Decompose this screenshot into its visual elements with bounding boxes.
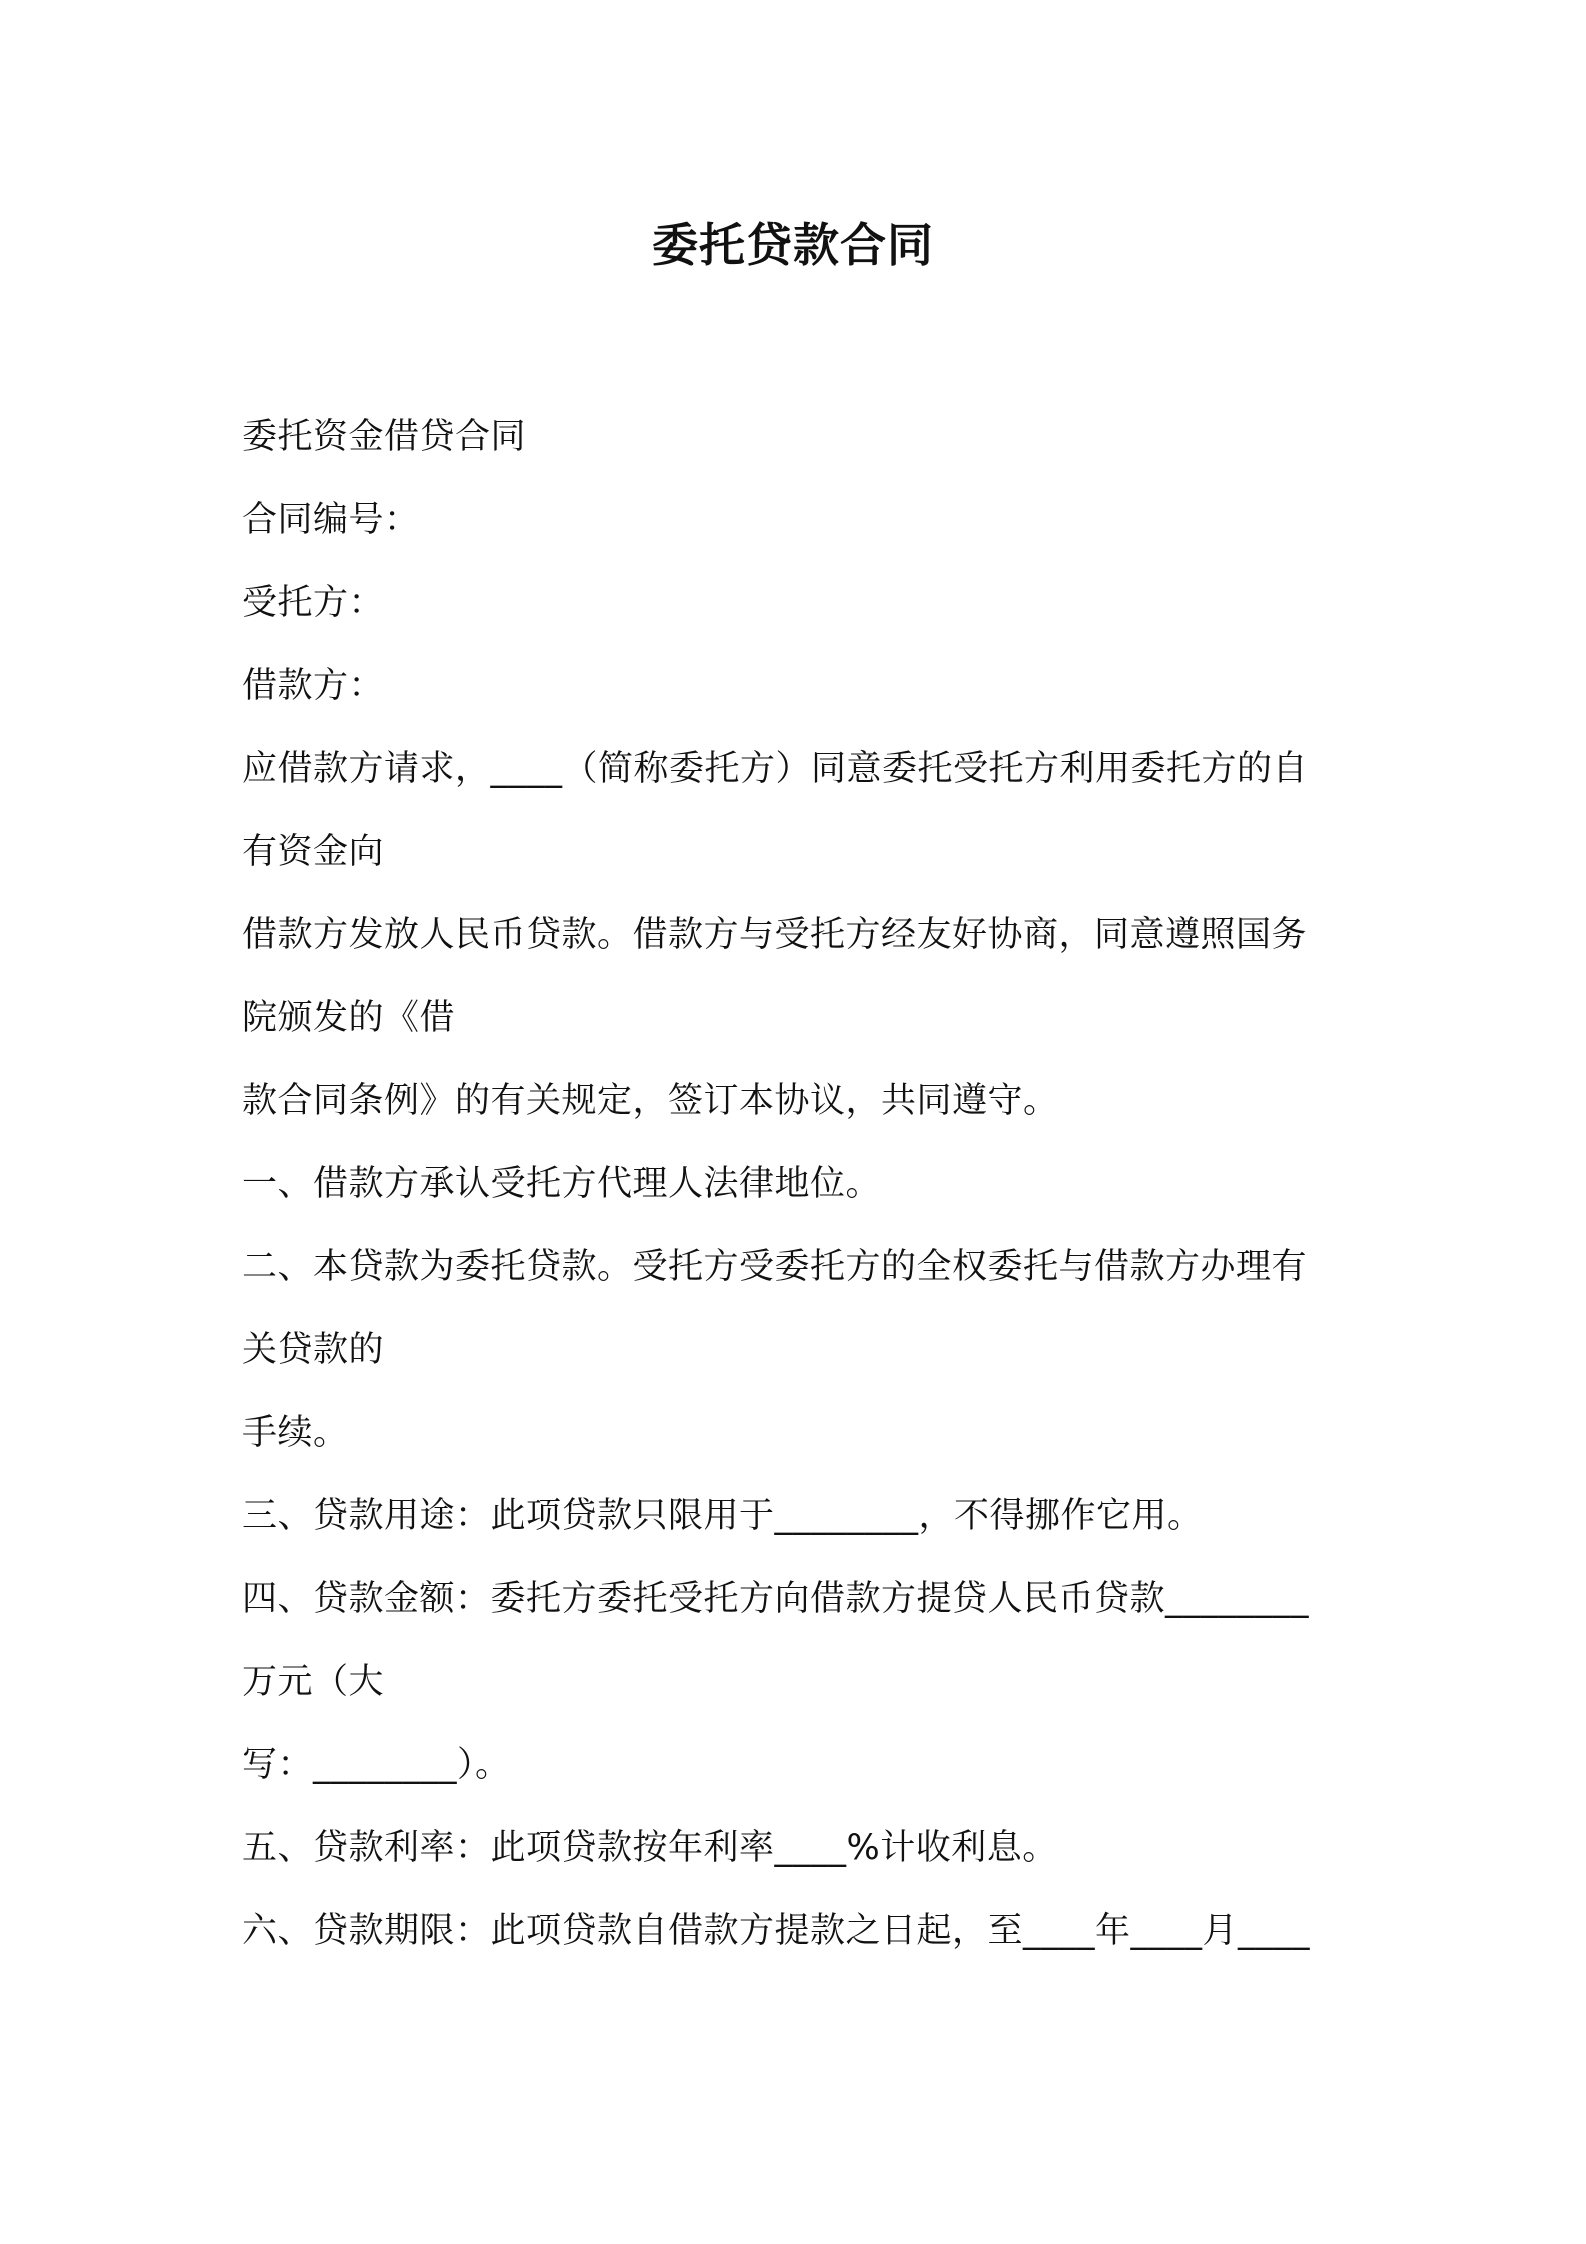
- doc-line-clause-4b: 万元（大: [242, 1662, 385, 1702]
- doc-line-preamble-3: 借款方发放人民币贷款。借款方与受托方经友好协商，同意遵照国务: [242, 915, 1308, 955]
- doc-line-clause-2b: 关贷款的: [242, 1330, 385, 1370]
- doc-line-preamble-1: 应借款方请求，____（简称委托方）同意委托受托方利用委托方的自: [242, 749, 1309, 789]
- doc-line-clause-2a: 二、本贷款为委托贷款。受托方受委托方的全权委托与借款方办理有: [242, 1247, 1308, 1287]
- doc-line-preamble-4: 院颁发的《借: [242, 998, 456, 1038]
- document-body: [242, 396, 1362, 1973]
- doc-line-clause-2c: 手续。: [242, 1413, 349, 1453]
- doc-line-clause-1: 一、借款方承认受托方代理人法律地位。: [242, 1164, 882, 1204]
- doc-line-clause-3: 三、贷款用途：此项贷款只限用于________，不得挪作它用。: [242, 1496, 1203, 1536]
- doc-line-clause-4a: 四、贷款金额：委托方委托受托方向借款方提贷人民币贷款________: [242, 1579, 1310, 1619]
- doc-line-preamble-2: 有资金向: [242, 832, 385, 872]
- doc-line-subtitle: 委托资金借贷合同: [242, 417, 527, 457]
- doc-line-clause-4c: 写：________）。: [242, 1745, 511, 1785]
- doc-line-trustee: 受托方：: [242, 583, 385, 623]
- doc-line-contract-number: 合同编号：: [242, 500, 420, 540]
- document-title: 委托贷款合同: [652, 218, 934, 272]
- doc-line-preamble-5: 款合同条例》的有关规定，签订本协议，共同遵守。: [242, 1081, 1059, 1121]
- doc-line-clause-5: 五、贷款利率：此项贷款按年利率____%计收利息。: [242, 1828, 1058, 1868]
- doc-line-borrower: 借款方：: [242, 666, 385, 706]
- doc-line-clause-6: 六、贷款期限：此项贷款自借款方提款之日起，至____年____月____: [242, 1911, 1311, 1951]
